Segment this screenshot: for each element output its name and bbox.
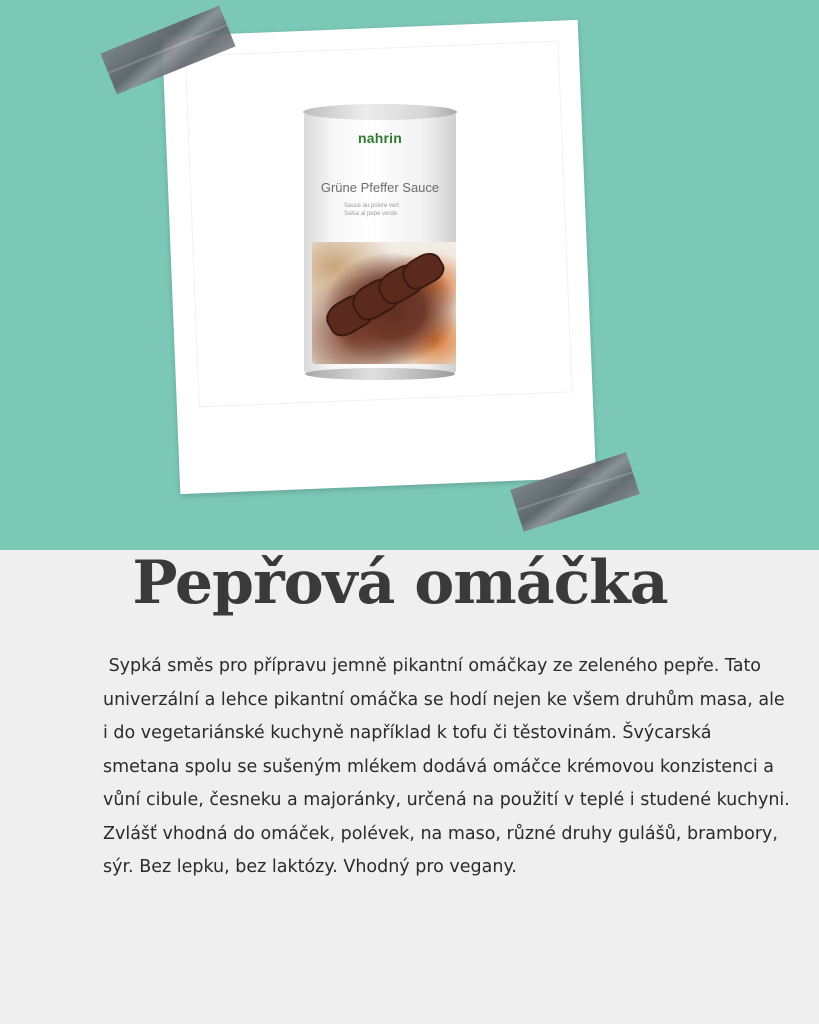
product-can-image	[304, 104, 456, 382]
product-subtitle-line: Salsa al pepe verde	[344, 211, 398, 217]
food-photo	[312, 242, 456, 364]
can-lid	[303, 104, 457, 120]
product-brand: nahrin	[358, 130, 402, 146]
product-name: Grüne Pfeffer Sauce	[320, 180, 440, 195]
can-bottom	[305, 368, 455, 380]
product-description: Sypká směs pro přípravu jemně pikantní omáčkay ze zeleného pepře. Tato univerzální a lehce pikantní omáčka se hodí nejen ke všem druhům masa, ale i do vegetariánské kuchyně například k tofu či těstovinám. Švýcarská smetana spolu se sušeným mlékem dodává omáčce krémovou konzistenci a vůní cibule, česneku a majoránky, určená na použití v teplé i studené kuchyni. Zvlášť vhodná do omáček, polévek, na maso, různé druhy gulášů, brambory, sýr. Bez lepku, bez laktózy. Vhodný pro vegany.	[103, 656, 796, 877]
product-subtitle-line: Sauce au poivre vert	[344, 203, 400, 209]
page-title: Pepřová omáčka	[132, 548, 668, 618]
product-subtitle	[344, 202, 444, 218]
